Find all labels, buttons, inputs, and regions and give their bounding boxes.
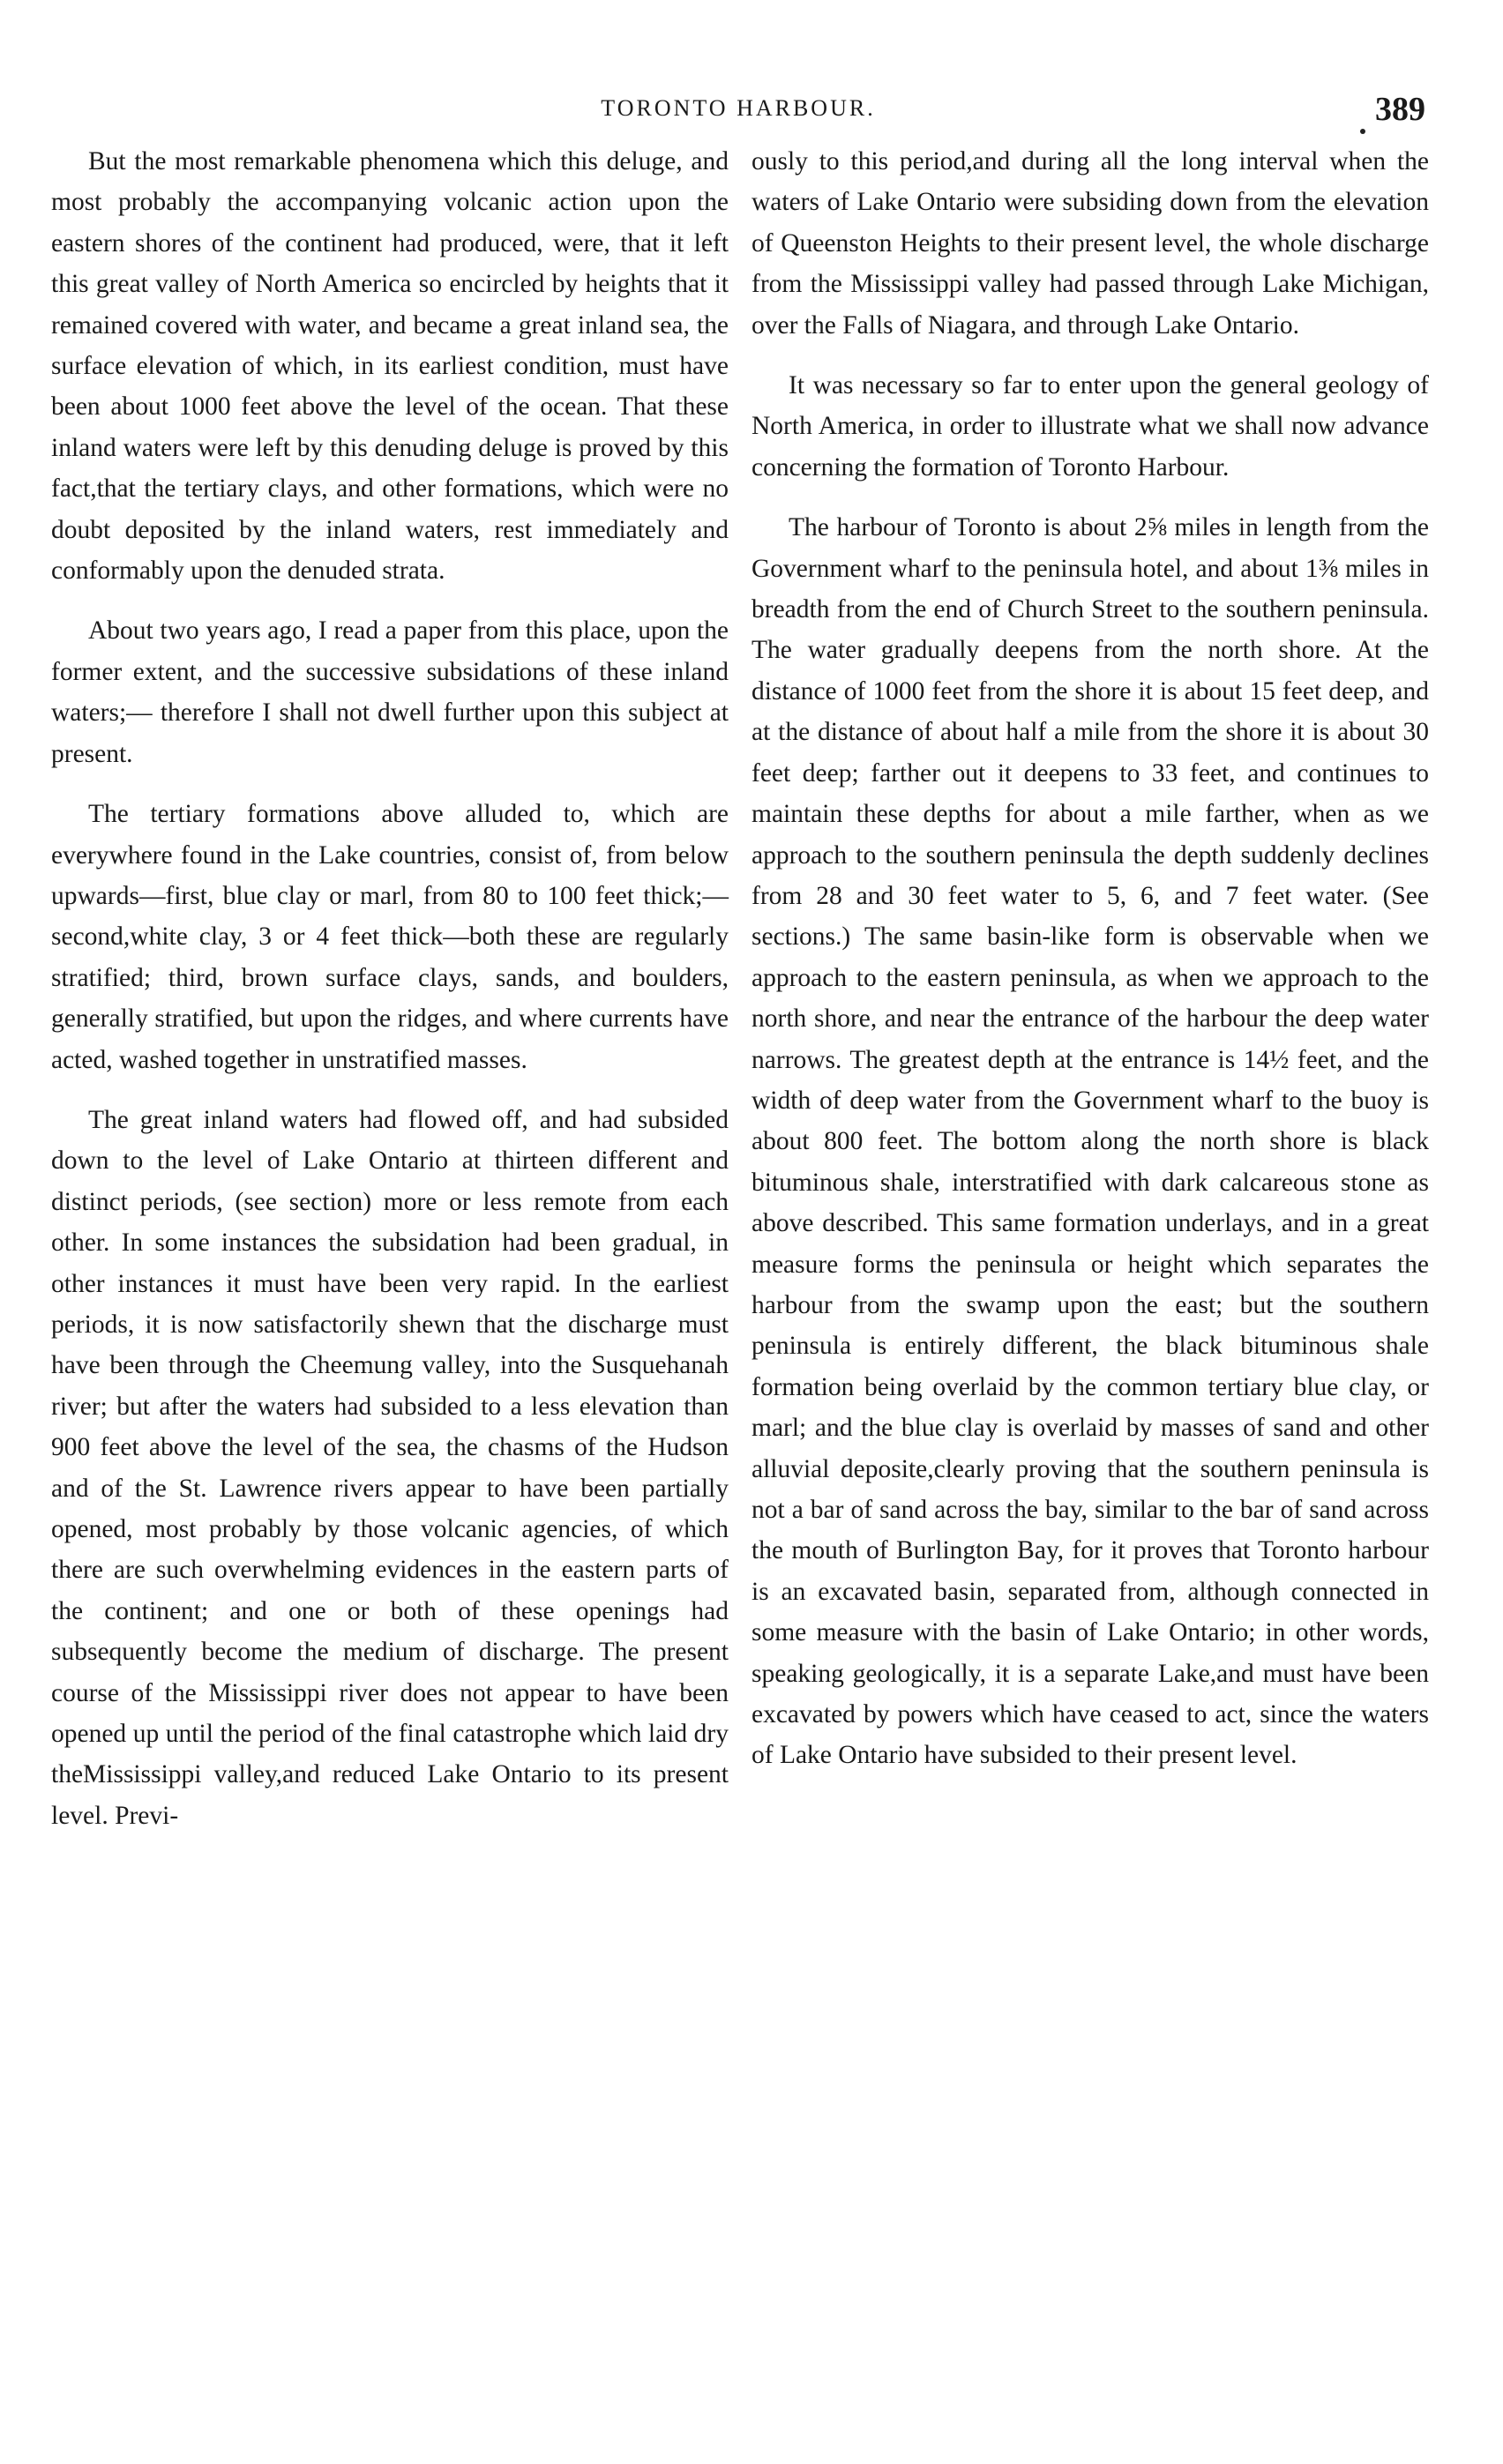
page-header [51, 91, 1425, 139]
paragraph: The harbour of Toronto is about 2⅝ miles in length from the Government wharf to the peninsula hotel, and about 1⅜ miles in breadth from the end of Church Street to the southern peninsula. The water gradually deepens from the north shore. At the distance of 1000 feet from the shore it is about 15 feet deep, and at the distance of about half a mile from the shore it is about 30 feet deep; farther out it deepens to 33 feet, and continues to maintain these depths for about a mile farther, when as we approach to the southern peninsula the depth suddenly declines from 28 and 30 feet water to 5, 6, and 7 feet water. (See sections.) The same basin-like form is observable when we approach to the eastern peninsula, as when we approach to the north shore, and near the entrance of the harbour the deep water narrows. The greatest depth at the entrance is 14½ feet, and the width of deep water from the Government wharf to the buoy is about 800 feet. The bottom along the north shore is black bituminous shale, interstratified with dark calcareous stone as above described. This same formation underlays, and in a great measure forms the peninsula or height which separates the harbour from the swamp upon the east; but the southern peninsula is entirely different, the black bituminous shale formation being overlaid by the common tertiary blue clay, or marl; and the blue clay is overlaid by masses of sand and other alluvial deposite,clearly proving that the southern peninsula is not a bar of sand across the bay, similar to the bar of sand across the mouth of Burlington Bay, for it proves that Toronto harbour is an excavated basin, separated from, although connected in some measure with the basin of Lake Ontario; in other words, speaking geologically, it is a separate Lake,and must have been excavated by powers which have ceased to act, since the waters of Lake Ontario have subsided to their present level. [752, 513, 1429, 1770]
page-number: 389 [1375, 91, 1425, 128]
left-column [51, 141, 729, 1855]
paragraph: About two years ago, I read a paper from this place, upon the former extent, and the successive subsidations of these inland waters;— therefore I shall not dwell further upon this subject at present. [51, 616, 729, 768]
paragraph-continued: ously to this period,and during all the long interval when the waters of Lake Ontario were subsiding down from the elevation of Queenston Heights to their present level, the whole discharge from the Mississippi valley had passed through Lake Michigan, over the Falls of Niagara, and through Lake Ontario. [752, 147, 1429, 340]
paragraph: But the most remarkable phenomena which this deluge, and most probably the accompanying volcanic action upon the eastern shores of the continent had produced, were, that it left this great valley of North America so encircled by heights that it remained covered with water, and became a great inland sea, the surface elevation of which, in its earliest condition, must have been about 1000 feet above the level of the ocean. That these inland waters were left by this denuding deluge is proved by this fact,that the tertiary clays, and other formations, which were no doubt deposited by the inland waters, rest immediately and conformably upon the denuded strata. [51, 147, 729, 586]
paragraph: The great inland waters had flowed off, and had subsided down to the level of Lake Ontario at thirteen different and distinct periods, (see section) more or less remote from each other. In some instances the subsidation had been gradual, in other instances it must have been very rapid. In the earliest periods, it is now satisfactorily shewn that the discharge must have been through the Cheemung valley, into the Susquehanah river; but after the waters had subsided to a less elevation than 900 feet above the level of the sea, the chasms of the Hudson and of the St. Lawrence rivers appear to have been partially opened, most probably by those volcanic agencies, of which there are such overwhelming evidences in the eastern parts of the continent; and one or both of these openings had subsequently become the medium of discharge. The present course of the Mississippi river does not appear to have been opened up until the period of the final catastrophe which laid dry theMississippi valley,and reduced Lake Ontario to its present level. Previ- [51, 1105, 729, 1830]
paragraph: The tertiary formations above alluded to, which are everywhere found in the Lake countries, consist of, from below upwards—first, blue clay or marl, from 80 to 100 feet thick;— second,white clay, 3 or 4 feet thick—both these are regularly stratified; third, brown surface clays, sands, and boulders, generally stratified, but upon the ridges, and where currents have acted, washed together in unstratified masses. [51, 800, 729, 1074]
running-title: TORONTO HARBOUR. [601, 95, 876, 121]
print-speck [1360, 129, 1365, 134]
right-column [752, 141, 1429, 1796]
paragraph: It was necessary so far to enter upon the general geology of North America, in order to illustrate what we shall now advance concerning the formation of Toronto Harbour. [752, 371, 1429, 482]
